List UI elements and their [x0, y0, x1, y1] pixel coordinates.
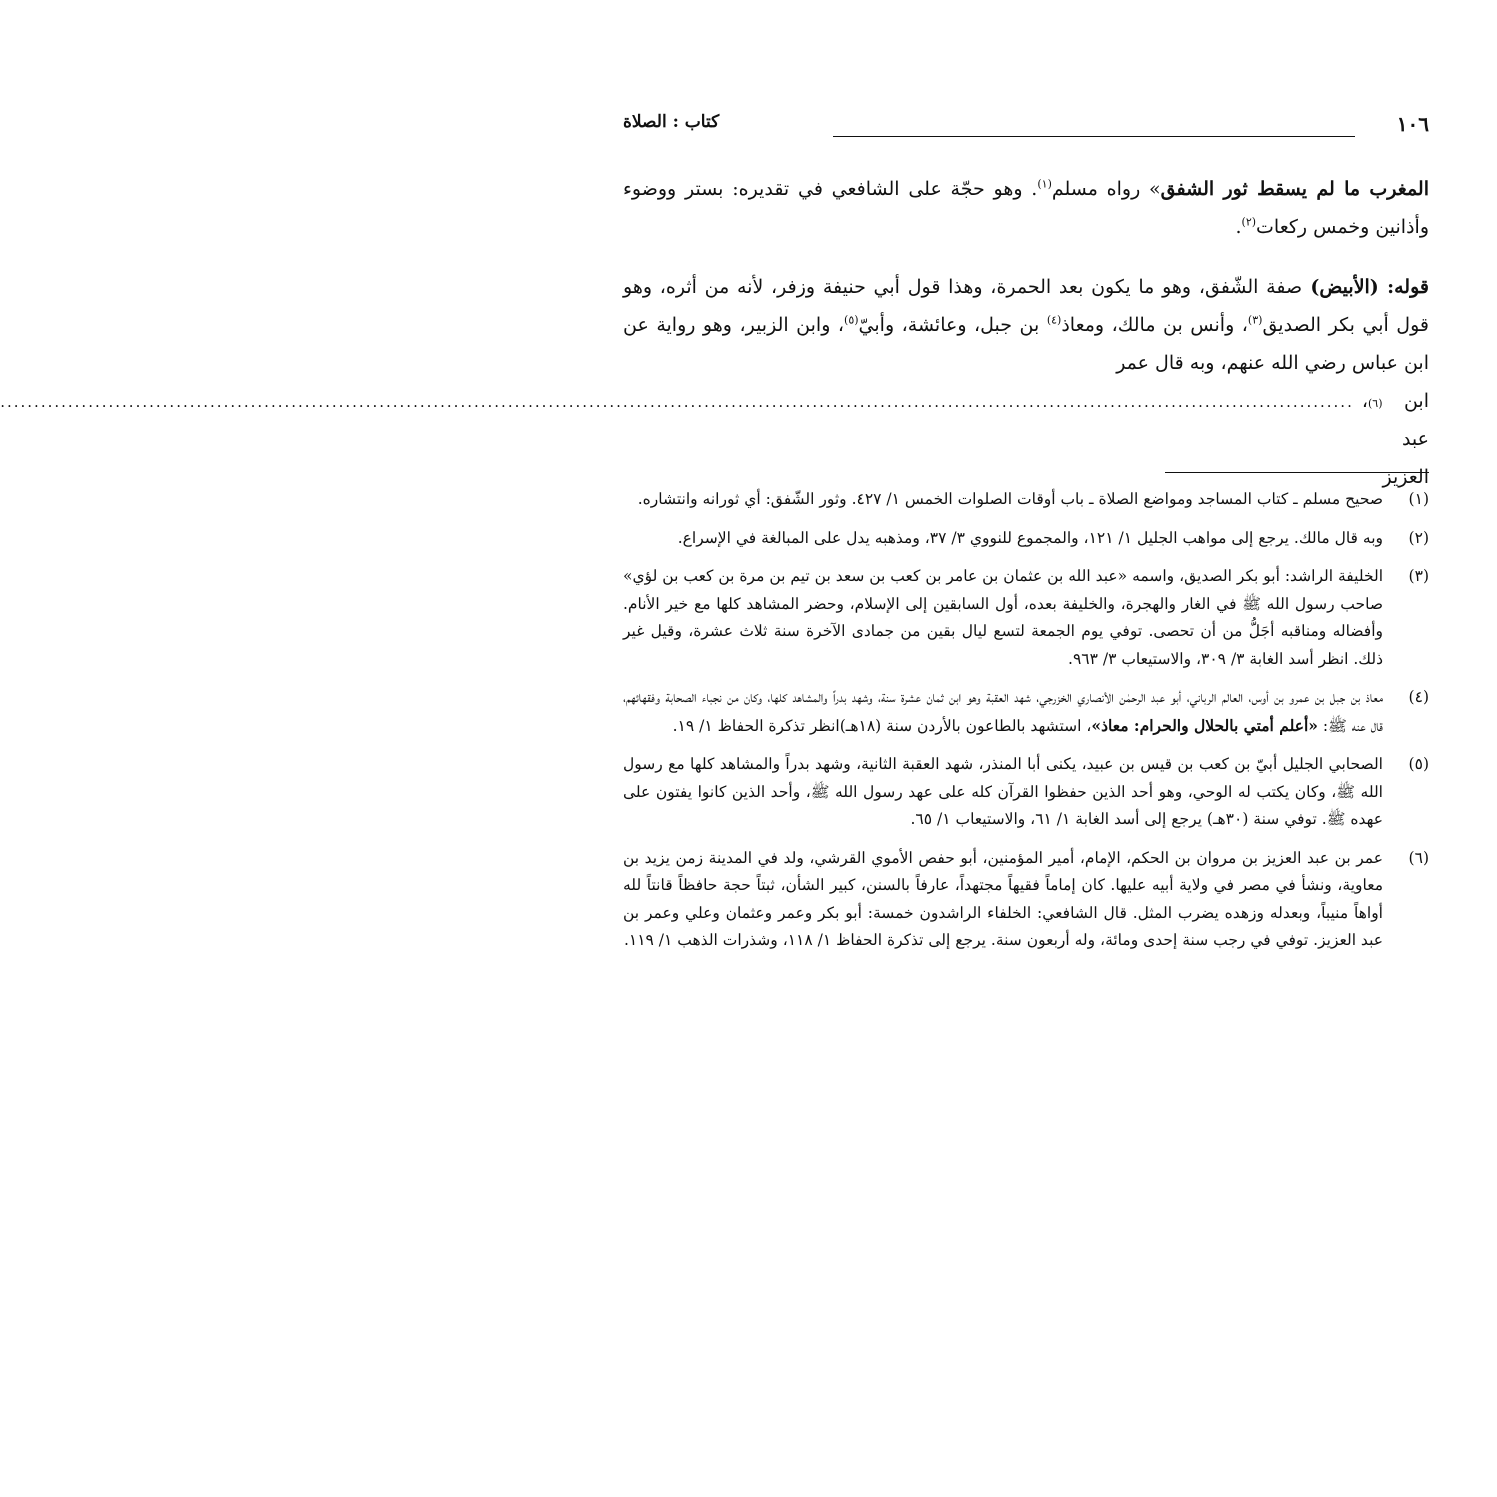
header-rule [833, 136, 1355, 137]
running-header [623, 112, 1429, 142]
footnotes [623, 486, 1429, 966]
footnote-ref-5[interactable]: (٥) [844, 313, 859, 327]
paragraph-1: المغرب ما لم يسقط ثور الشفق» رواه مسلم$^{(١)}$. وهو حجّة على الشافعي في تقديره: بستر ووضوء وأذانين وخمس ركعات$^{(٢)}$. [623, 177, 1430, 238]
footnote-number: (٢) [1408, 528, 1429, 547]
footnote-ref-1[interactable]: (١) [1037, 177, 1052, 191]
footnote-ref-3[interactable]: (٣) [1247, 313, 1263, 327]
footnote-text: وبه قال مالك. يرجع إلى مواهب الجليل ١/ ١٢١، والمجموع للنووي ٣/ ٣٧، ومذهبه يدل على المبالغة في الإسراع. [677, 528, 1383, 547]
defined-term: (الأبيض) [1302, 276, 1388, 298]
footnote-6 [623, 845, 1429, 955]
footnote-separator [1165, 472, 1429, 473]
paragraph-2-last-line: ابن عبد العزيز (٦) ، ........................................................................................................................................................................................................ [623, 382, 1429, 496]
footnote-ref-2[interactable]: (٢) [1241, 215, 1257, 229]
footnote-text: معاذ بن جبل بن عمرو بن أوس، العالم الرباني، أبو عبد الرحمٰن الأنصاري الخزرجي، شهد العقبة وهو ابن ثمان عشرة سنة، وشهد بدراً والمشاهد كلها، وكان من نجباء الصحابة وفقهائهم، قال عنه ﷺ: «أعلم أمتي بالحلال والحرام: معاذ»، استشهد بالطاعون بالأردن سنة (١٨هـ)انظر تذكرة الحفاظ ١/ ١٩. [623, 688, 1383, 735]
running-title: كتاب : الصلاة [623, 112, 720, 132]
footnote-text: الصحابي الجليل أبيّ بن كعب بن قيس بن عبيد، يكنى أبا المنذر، شهد العقبة الثانية، وشهد بدراً والمشاهد كلها مع رسول الله ﷺ، وكان يكتب له الوحي، وهو أحد الذين حفظوا القرآن كله على عهد رسول الله ﷺ، وأحد الذين كانوا يفتون على عهده ﷺ. توفي سنة (٣٠هـ) يرجع إلى أسد الغابة ١/ ٦١، والاستيعاب ١/ ٦٥. [623, 755, 1383, 828]
footnote-5 [623, 751, 1429, 834]
hadith-quote: المغرب ما لم يسقط ثور الشفق [1160, 178, 1430, 200]
paragraph-2: قوله: (الأبيض) صفة الشّفق، وهو ما يكون بعد الحمرة، وهذا قول أبي حنيفة وزفر، لأنه من أثره، وهو قول أبي بكر الصديق$^{(٣)}$، وأنس بن مالك، ومعاذ$^{(٤)}$ بن جبل، وعائشة، وأبيّ$^{(٥)}$، وابن الزبير، وهو رواية عن ابن عباس رضي الله عنهم، وبه قال عمر [623, 276, 1430, 374]
footnote-number: (٤) [1408, 688, 1429, 706]
page-number: ١٠٦ [1396, 112, 1429, 136]
footnote-text: صحيح مسلم ـ كتاب المساجد ومواضع الصلاة ـ باب أوقات الصلوات الخمس ١/ ٤٢٧. وثور الشّفق: أي ثورانه وانتشاره. [637, 490, 1383, 508]
continuation-dots: ........................................................................................................................................................................................................ [0, 393, 1354, 411]
footnote-ref-4[interactable]: (٤) [1046, 313, 1062, 327]
footnote-3 [623, 563, 1429, 673]
footnote-4 [623, 684, 1429, 740]
footnote-number: (٦) [1408, 848, 1429, 867]
footnote-1 [623, 486, 1429, 514]
footnote-text: عمر بن عبد العزيز بن مروان بن الحكم، الإمام، أمير المؤمنين، أبو حفص الأموي القرشي، ولد في المدينة زمن يزيد بن معاوية، ونشأ في مصر في ولاية أبيه عليها. كان إماماً فقيهاً مجتهداً، عارفاً بالسنن، كبير الشأن، ثبتاً حجة حافظاً قانتاً لله أواهاً منيباً، وبعدله وزهده يضرب المثل. قال الشافعي: الخلفاء الراشدون خمسة: أبو بكر وعمر وعثمان وعلي وعمر بن عبد العزيز. توفي في رجب سنة إحدى ومائة، وله أربعون سنة. يرجع إلى تذكرة الحفاظ ١/ ١١٨، وشذرات الذهب ١/ ١١٩. [623, 848, 1383, 949]
footnote-number: (٣) [1408, 567, 1429, 585]
footnote-2 [623, 525, 1429, 553]
footnote-number: (١) [1408, 490, 1429, 508]
footnote-number: (٥) [1408, 755, 1429, 773]
footnote-text: الخليفة الراشد: أبو بكر الصديق، واسمه «عبد الله بن عثمان بن عامر بن كعب بن سعد بن تيم بن مرة بن كعب بن لؤي» صاحب رسول الله ﷺ في الغار والهجرة، والخليفة بعده، أول السابقين إلى الإسلام، وحضر المشاهد كلها مع خير الأنام. وأفضاله ومناقبه أجَلُّ من أن تحصى. توفي يوم الجمعة لتسع ليال بقين من جمادى الآخرة سنة ثلاث عشرة، وقيل غير ذلك. انظر أسد الغابة ٣/ ٣٠٩، والاستيعاب ٣/ ٩٦٣. [623, 567, 1383, 668]
hadith-quote: «أعلم أمتي بالحلال والحرام: معاذ» [1091, 715, 1318, 735]
qawluhu-label: قوله: [1387, 276, 1429, 298]
main-text [0, 170, 1430, 496]
